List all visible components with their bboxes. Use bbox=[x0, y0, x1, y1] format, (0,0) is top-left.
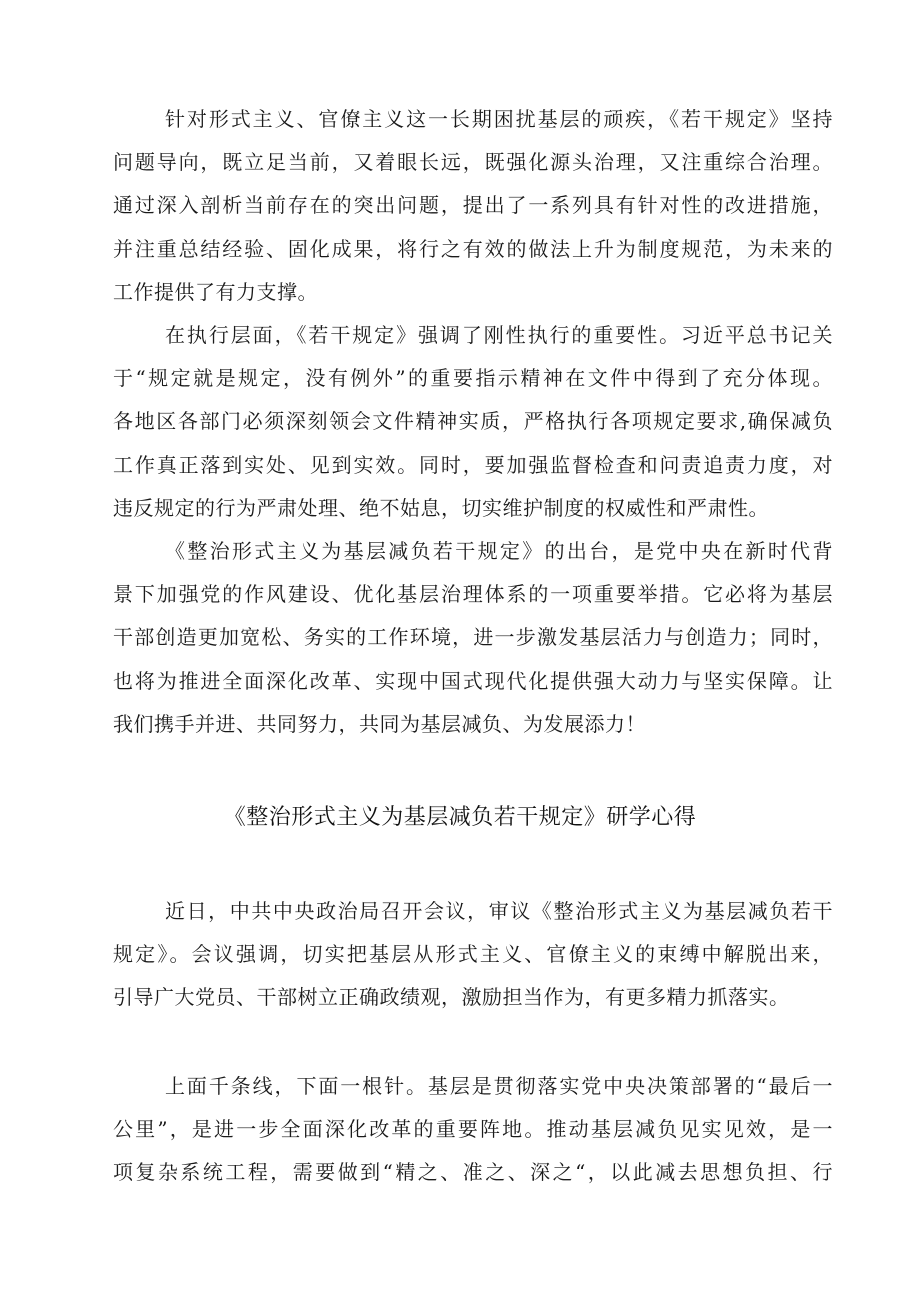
paragraph-line: 干部创造更加宽松、务实的工作环境，进一步激发基层活力与创造力；同时， bbox=[113, 625, 833, 650]
paragraph-line: 近日，中共中央政治局召开会议，审议《整治形式主义为基层减负若干 bbox=[165, 899, 833, 923]
paragraph-line: 工作真正落到实处、见到实效。同时，要加强监督检查和问责追责力度，对 bbox=[113, 452, 833, 477]
paragraph-line: 各地区各部门必须深刻领会文件精神实质，严格执行各项规定要求,确保减负 bbox=[113, 409, 833, 434]
paragraph-line: 《整治形式主义为基层减负若干规定》的出台，是党中央在新时代背 bbox=[165, 539, 833, 563]
paragraph-grassroots bbox=[113, 1065, 833, 1195]
paragraph-line: 在执行层面，《若干规定》强调了刚性执行的重要性。习近平总书记关 bbox=[165, 323, 833, 347]
paragraph-significance bbox=[113, 530, 833, 746]
paragraph-line: 引导广大党员、干部树立正确政绩观，激励担当作为，有更多精力抓落实。 bbox=[113, 985, 790, 1010]
paragraph-line: 违反规定的行为严肃处理、绝不姑息，切实维护制度的权威性和严肃性。 bbox=[113, 495, 769, 520]
paragraph-line: 规定》。会议强调，切实把基层从形式主义、官僚主义的束缚中解脱出来， bbox=[113, 942, 833, 967]
paragraph-execution-level bbox=[113, 314, 833, 530]
paragraph-line: 针对形式主义、官僚主义这一长期困扰基层的顽疾，《若干规定》坚持 bbox=[165, 107, 833, 131]
paragraph-line: 通过深入剖析当前存在的突出问题，提出了一系列具有针对性的改进措施， bbox=[113, 193, 833, 218]
paragraph-line: 景下加强党的作风建设、优化基层治理体系的一项重要举措。它必将为基层 bbox=[113, 582, 833, 607]
paragraph-line: 公里”，是进一步全面深化改革的重要阵地。推动基层减负见实见效，是一 bbox=[113, 1117, 833, 1142]
paragraph-problem-orientation bbox=[113, 98, 833, 314]
paragraph-line: 项复杂系统工程，需要做到“精之、准之、深之“，以此减去思想负担、行 bbox=[113, 1160, 833, 1185]
paragraph-line: 问题导向，既立足当前，又着眼长远，既强化源头治理，又注重综合治理。 bbox=[113, 150, 833, 175]
paragraph-line: 上面千条线，下面一根针。基层是贯彻落实党中央决策部署的“最后一 bbox=[165, 1074, 833, 1098]
section-heading: 《整治形式主义为基层减负若干规定》研学心得 bbox=[223, 805, 697, 830]
paragraph-meeting bbox=[113, 890, 833, 1020]
paragraph-line: 工作提供了有力支撑。 bbox=[113, 279, 318, 304]
paragraph-line: 也将为推进全面深化改革、实现中国式现代化提供强大动力与坚实保障。让 bbox=[113, 668, 833, 693]
paragraph-line: 于“规定就是规定，没有例外”的重要指示精神在文件中得到了充分体现。 bbox=[113, 366, 833, 391]
paragraph-line: 并注重总结经验、固化成果，将行之有效的做法上升为制度规范，为未来的 bbox=[113, 236, 833, 261]
paragraph-line: 我们携手并进、共同努力，共同为基层减负、为发展添力！ bbox=[113, 711, 646, 736]
